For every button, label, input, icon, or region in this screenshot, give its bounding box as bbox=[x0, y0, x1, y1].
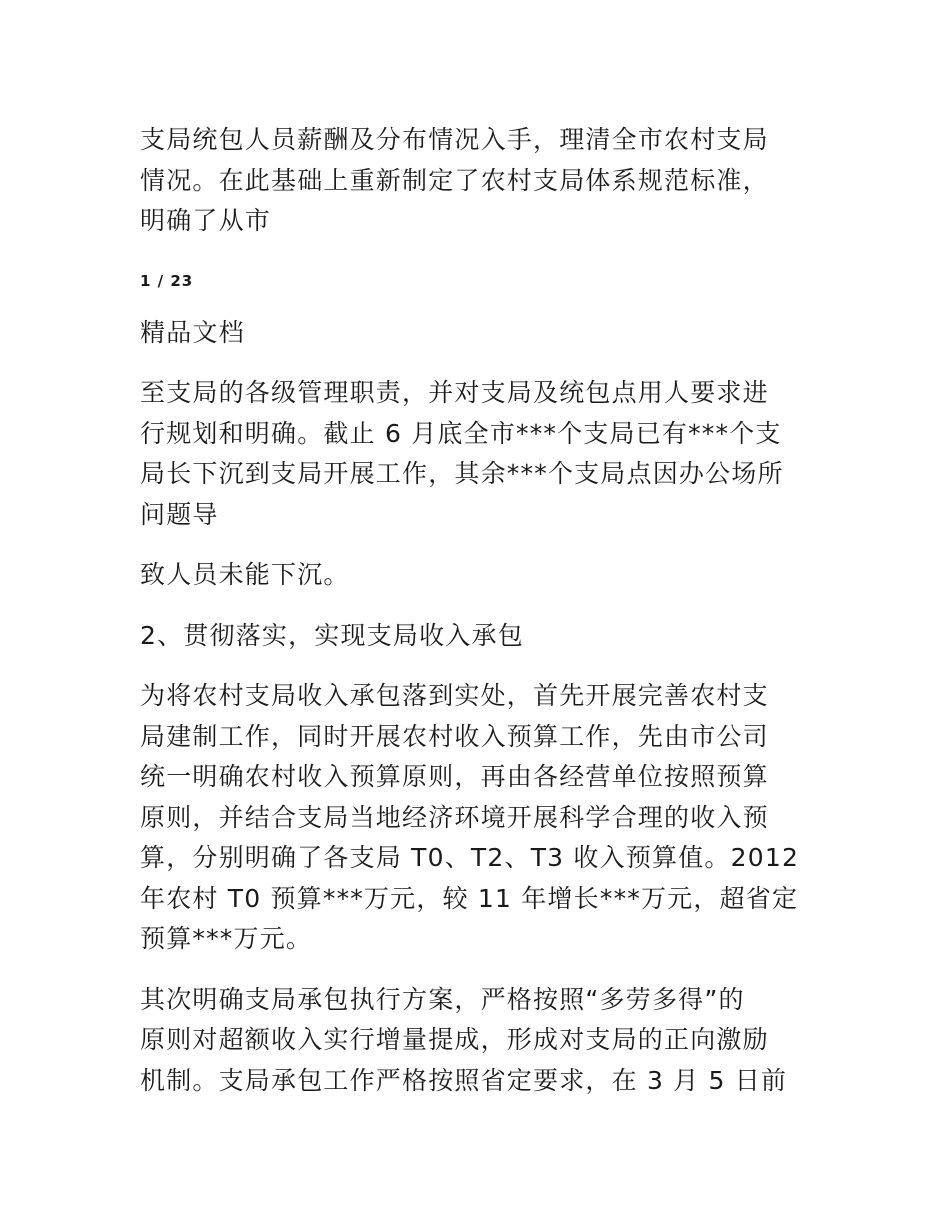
document-page bbox=[140, 120, 820, 1101]
paragraph-line: 原则，并结合支局当地经济环境开展科学合理的收入预 bbox=[140, 802, 769, 832]
paragraph-2 bbox=[140, 373, 820, 535]
paragraph-line: 其次明确支局承包执行方案，严格按照“多劳多得”的 bbox=[140, 984, 745, 1014]
paragraph-line: 统一明确农村收入预算原则，再由各经营单位按照预算 bbox=[140, 762, 769, 791]
paragraph-line: 为将农村支局收入承包落到实处，首先开展完善农村支 bbox=[140, 681, 769, 710]
paragraph-line: 至支局的各级管理职责，并对支局及统包点用人要求进 bbox=[140, 378, 769, 407]
paragraph-3: 致人员未能下沉。 bbox=[140, 560, 350, 589]
paragraph-line: 问题导 bbox=[140, 499, 219, 529]
paragraph-line: 原则对超额收入实行增量提成，形成对支局的正向激励 bbox=[140, 1025, 769, 1054]
paragraph-line: 情况。在此基础上重新制定了农村支局体系规范标准， bbox=[140, 165, 769, 195]
document-header-label: 精品文档 bbox=[140, 317, 245, 347]
paragraph-1 bbox=[140, 120, 820, 242]
paragraph-4 bbox=[140, 676, 820, 960]
paragraph-line: 年农村 T0 预算***万元，较 11 年增长***万元，超省定 bbox=[140, 883, 799, 913]
paragraph-line: 预算***万元。 bbox=[140, 924, 313, 953]
paragraph-line: 明确了从市 bbox=[140, 206, 272, 235]
paragraph-line: 局建制工作，同时开展农村收入预算工作，先由市公司 bbox=[140, 721, 769, 751]
paragraph-line: 局长下沉到支局开展工作，其余***个支局点因办公场所 bbox=[140, 459, 784, 488]
page-number: 1 / 23 bbox=[140, 271, 194, 290]
paragraph-line: 机制。支局承包工作严格按照省定要求，在 3 月 5 日前 bbox=[140, 1065, 788, 1095]
section-heading: 2、贯彻落实，实现支局收入承包 bbox=[140, 620, 524, 650]
paragraph-line: 行规划和明确。截止 6 月底全市***个支局已有***个支 bbox=[140, 418, 782, 448]
paragraph-5 bbox=[140, 980, 820, 1102]
paragraph-line: 算，分别明确了各支局 T0、T2、T3 收入预算值。2012 bbox=[140, 843, 800, 872]
paragraph-line: 支局统包人员薪酬及分布情况入手，理清全市农村支局 bbox=[140, 125, 769, 154]
